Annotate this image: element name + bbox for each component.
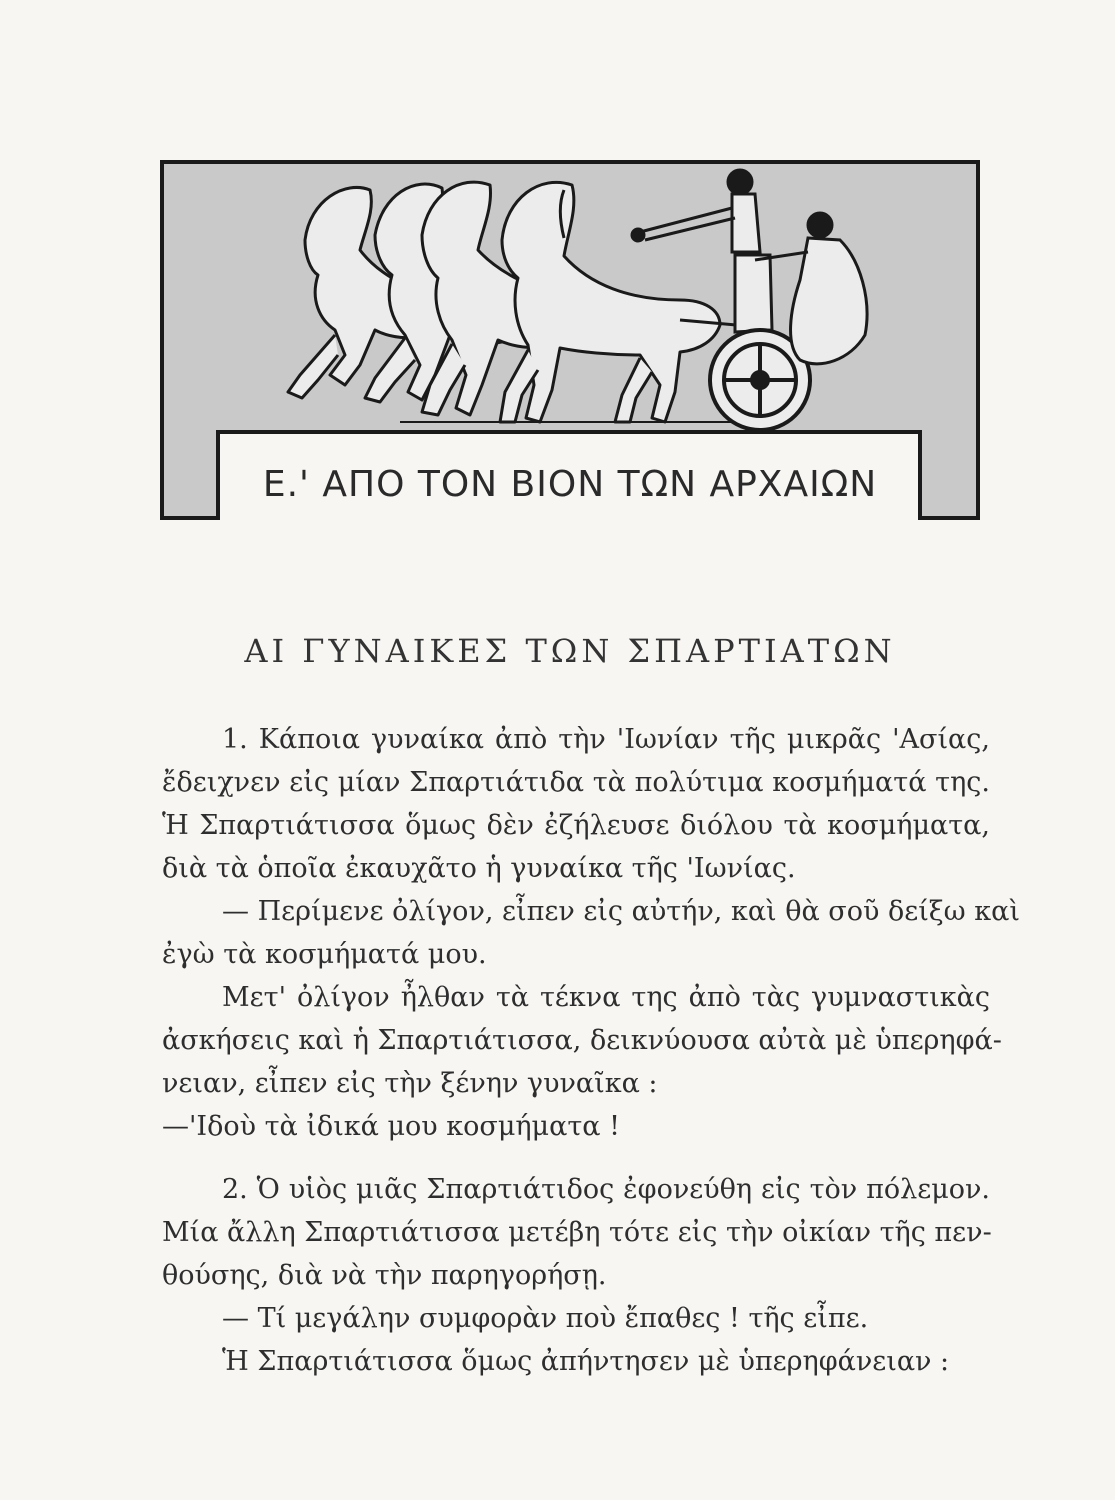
chariot [735,255,772,332]
text-line: ἀσκήσεις καὶ ἡ Σπαρτιάτισσα, δεικνύουσα αὐτὰ μὲ ὑπερηφά- [162,1025,1002,1056]
text-line: διὰ τὰ ὁποῖα ἐκαυχᾶτο ἡ γυναίκα τῆς 'Ιωνίας. [162,853,796,884]
text-line: Μία ἄλλη Σπαρτιάτισσα μετέβη τότε εἰς τὴν οἰκίαν τῆς πεν- [162,1217,992,1248]
text-line: —'Ιδοὺ τὰ ἰδικά μου κοσμήματα ! [162,1111,620,1142]
text-line: Ἡ Σπαρτιάτισσα ὅμως ἀπήντησεν μὲ ὑπερηφάνειαν : [222,1346,950,1377]
text-line: 1. Κάποια γυναίκα ἀπὸ τὴν 'Ιωνίαν τῆς μικρᾶς 'Ασίας, [222,724,990,755]
banner-title: Ε.' ΑΠΟ ΤΟΝ ΒΙΟΝ ΤΩΝ ΑΡΧΑΙΩΝ [262,464,878,505]
section-2 [162,1168,990,1383]
text-line: — Περίμενε ὀλίγον, εἶπεν εἰς αὐτήν, καὶ θὰ σοῦ δείξω καὶ [222,896,1020,927]
text-line: ἐγὼ τὰ κοσμήματά μου. [162,939,487,970]
text-line: ἔδειχνεν εἰς μίαν Σπαρτιάτιδα τὰ πολύτιμα κοσμήματά της. [162,767,990,798]
text-line: Ἡ Σπαρτιάτισσα ὅμως δὲν ἐζήλευσε διόλου τὰ κοσμήματα, [162,810,990,841]
chapter-banner [160,160,980,520]
text-line: θούσης, διὰ νὰ τὴν παρηγορήσῃ. [162,1260,607,1291]
text-line: — Τί μεγάλην συμφορὰν ποὺ ἔπαθες ! τῆς εἶπε. [222,1303,869,1334]
chapter-title: ΑΙ ΓΥΝΑΙΚΕΣ ΤΩΝ ΣΠΑΡΤΙΑΤΩΝ [244,632,896,670]
section-1 [162,718,1020,1148]
text-line: Μετ' ὀλίγον ἦλθαν τὰ τέκνα της ἀπὸ τὰς γυμναστικὰς [222,982,990,1013]
text-line: νειαν, εἶπεν εἰς τὴν ξένην γυναῖκα : [162,1068,658,1099]
text-line: 2. Ὁ υἱὸς μιᾶς Σπαρτιάτιδος ἐφονεύθη εἰς τὸν πόλεμον. [222,1174,990,1205]
